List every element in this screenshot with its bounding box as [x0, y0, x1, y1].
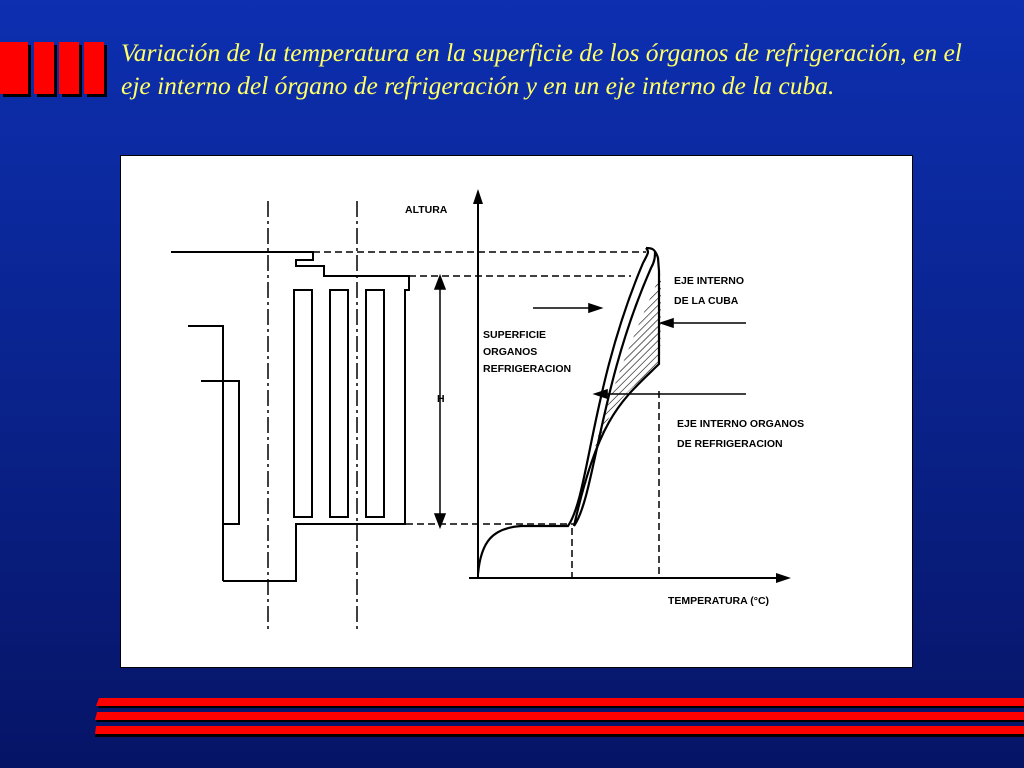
label-temperatura: TEMPERATURA (°C): [668, 595, 770, 607]
label-eje-organos-1: EJE INTERNO ORGANOS: [677, 418, 805, 430]
h-label: H: [437, 393, 445, 405]
logo-red-bars: [0, 42, 110, 98]
superficie-arrow-head: [589, 304, 601, 312]
transformer-drawing: [171, 252, 409, 581]
slide-title: Variación de la temperatura en la superficie de los órganos de refrigeración, en el eje interno del órgano de refrigeración y en un eje interno de la cuba.: [121, 38, 962, 100]
label-eje-cuba-2: DE LA CUBA: [674, 295, 739, 307]
surface-curve-outer: [478, 248, 648, 574]
label-superficie-1: SUPERFICIE: [483, 329, 547, 341]
temperature-diagram: [121, 156, 914, 669]
diagram-figure: [120, 155, 913, 668]
label-superficie-3: REFRIGERACION: [483, 363, 572, 375]
x-axis-arrow: [776, 573, 791, 583]
decorative-red-stripes: [95, 697, 1024, 739]
y-axis-arrow: [473, 189, 483, 204]
label-eje-organos-2: DE REFRIGERACION: [677, 438, 783, 450]
eje-cuba-arrow-head: [661, 319, 673, 327]
label-superficie-2: ORGANOS: [483, 346, 538, 358]
label-eje-cuba-1: EJE INTERNO: [674, 275, 745, 287]
label-altura: ALTURA: [405, 204, 448, 216]
eje-organos-arrow-head: [595, 390, 607, 398]
